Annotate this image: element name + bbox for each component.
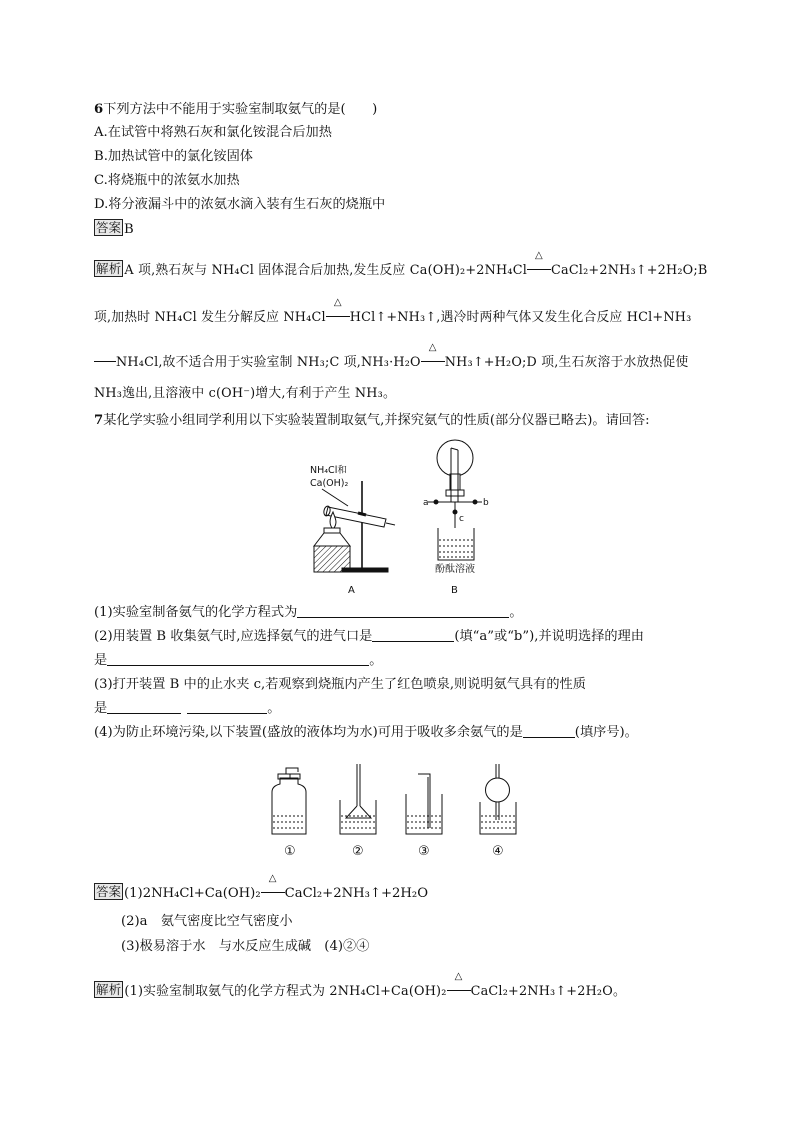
answer-blank[interactable]: [523, 724, 575, 738]
absorber-3-label: ③: [418, 844, 430, 859]
q7-answer-text: CaCl₂+2NH₃↑+2H₂O: [284, 886, 429, 901]
q6-analysis-text: CaCl₂+2NH₃↑+2H₂O;B: [551, 263, 708, 278]
q7-answer-line-3: (3)极易溶于水 与水反应生成碱 (4)②④: [121, 939, 370, 954]
answer-blank[interactable]: [107, 700, 181, 714]
heat-arrow: [326, 297, 350, 327]
q7-part-2-text: (填“a”或“b”),并说明选择的理由: [454, 629, 644, 644]
q6-option-b: B.加热试管中的氯化铵固体: [94, 149, 253, 164]
equals-arrow: [94, 354, 116, 372]
answer-blank[interactable]: [187, 700, 267, 714]
q6-answer: [94, 219, 134, 239]
q6-analysis-text: NH₃↑+H₂O;D 项,生石灰溶于水放热促使: [444, 355, 689, 370]
q7-part-2-reason: [94, 652, 382, 670]
heat-arrow: [447, 971, 471, 1001]
answer-blank[interactable]: [372, 628, 454, 642]
absorber-figure: [268, 764, 538, 860]
reagent-label: Ca(OH)₂: [310, 478, 349, 489]
q7-analysis-line-1: [94, 971, 626, 1001]
answer-tag: 答案: [96, 884, 122, 899]
absorber-1: [272, 768, 306, 834]
q6-option-a: A.在试管中将熟石灰和氯化铵混合后加热: [94, 125, 332, 140]
clamp-c-label: c: [459, 514, 464, 524]
q7-part-4-text: (填序号)。: [574, 725, 638, 740]
analysis-tag: 解析: [96, 982, 122, 997]
q7-part-4-text: (4)为防止环境污染,以下装置(盛放的液体均为水)可用于吸收多余氨气的是: [94, 725, 523, 740]
q6-analysis-line-3: [94, 342, 689, 372]
q7-part-2: [94, 628, 644, 646]
absorber-4-label: ④: [492, 844, 504, 859]
absorber-2: [340, 764, 376, 834]
absorber-2-label: ②: [352, 844, 364, 859]
heat-symbol: △: [535, 250, 543, 261]
q6-analysis-text: 项,加热时 NH₄Cl 发生分解反应 NH₄Cl: [94, 310, 326, 325]
q7-part-2-text: (2)用装置 B 收集氨气时,应选择氨气的进气口是: [94, 629, 373, 644]
q6-analysis-line-4: NH₃逸出,且溶液中 c(OH⁻)增大,有利于产生 NH₃。: [94, 386, 396, 401]
q7-part-1-end: 。: [509, 605, 523, 620]
q6-stem: [94, 101, 377, 119]
q7-number: 7: [94, 413, 104, 428]
q6-option-d: D.将分液漏斗中的浓氨水滴入装有生石灰的烧瓶中: [94, 197, 386, 212]
q7-part-3-end: 。: [267, 701, 281, 716]
apparatus-figure: [300, 436, 500, 598]
heat-symbol: △: [428, 342, 437, 353]
apparatus-a-label: A: [348, 585, 355, 596]
answer-blank[interactable]: [297, 604, 509, 618]
apparatus-a: [310, 465, 395, 572]
q7-stem: [94, 412, 650, 430]
heat-arrow: [421, 342, 445, 372]
analysis-tag: 解析: [96, 261, 122, 276]
apparatus-b: [423, 440, 489, 560]
phenolphthalein-label: 酚酞溶液: [435, 564, 475, 575]
q7-answer-line-1: [94, 873, 429, 903]
q6-answer-value: B: [124, 222, 134, 237]
q7-part-3-text: 是: [94, 701, 108, 716]
heat-arrow: [261, 873, 285, 903]
q7-part-2-end: 。: [369, 653, 383, 668]
q6-stem-text: 下列方法中不能用于实验室制取氨气的是( ): [103, 102, 378, 117]
q6-analysis-line-1: [94, 250, 708, 280]
q6-analysis-text: A 项,熟石灰与 NH₄Cl 固体混合后加热,发生反应 Ca(OH)₂+2NH₄Cl: [124, 263, 527, 278]
q7-answer-line-2: (2)a 氨气密度比空气密度小: [121, 914, 293, 929]
reagent-label: NH₄Cl和: [310, 465, 347, 476]
q7-analysis-text: (1)实验室制取氨气的化学方程式为 2NH₄Cl+Ca(OH)₂: [124, 984, 447, 999]
q7-part-4: [94, 724, 638, 742]
q6-analysis-text: HCl↑+NH₃↑,遇冷时两种气体又发生化合反应 HCl+NH₃: [349, 310, 692, 325]
q6-number: 6: [94, 102, 104, 117]
q7-analysis-text: CaCl₂+2NH₃↑+2H₂O。: [470, 984, 626, 999]
q7-part-1-text: (1)实验室制备氨气的化学方程式为: [94, 605, 298, 620]
q7-part-3-blank: [94, 700, 280, 718]
absorber-3: [406, 774, 442, 834]
apparatus-b-label: B: [451, 585, 458, 596]
absorber-4: [480, 764, 516, 834]
port-a-label: a: [423, 498, 429, 508]
q7-part-3: (3)打开装置 B 中的止水夹 c,若观察到烧瓶内产生了红色喷泉,则说明氨气具有的性质: [94, 677, 586, 692]
heat-symbol: △: [333, 297, 342, 308]
heat-symbol: △: [268, 873, 277, 884]
q7-answer-text: (1)2NH₄Cl+Ca(OH)₂: [124, 886, 261, 901]
q6-analysis-text: NH₄Cl,故不适合用于实验室制 NH₃;C 项,NH₃·H₂O: [116, 355, 421, 370]
absorber-1-label: ①: [284, 844, 296, 859]
heat-symbol: △: [454, 971, 463, 982]
q6-analysis-line-2: [94, 297, 692, 327]
q6-option-c: C.将烧瓶中的浓氨水加热: [94, 173, 240, 188]
q7-part-1: [94, 604, 523, 622]
heat-arrow: [527, 250, 551, 280]
q7-stem-text: 某化学实验小组同学利用以下实验装置制取氨气,并探究氨气的性质(部分仪器已略去)。请回答:: [103, 413, 650, 428]
answer-tag: 答案: [96, 220, 122, 235]
answer-blank[interactable]: [107, 652, 369, 666]
port-b-label: b: [483, 498, 489, 508]
q7-part-2-text: 是: [94, 653, 108, 668]
